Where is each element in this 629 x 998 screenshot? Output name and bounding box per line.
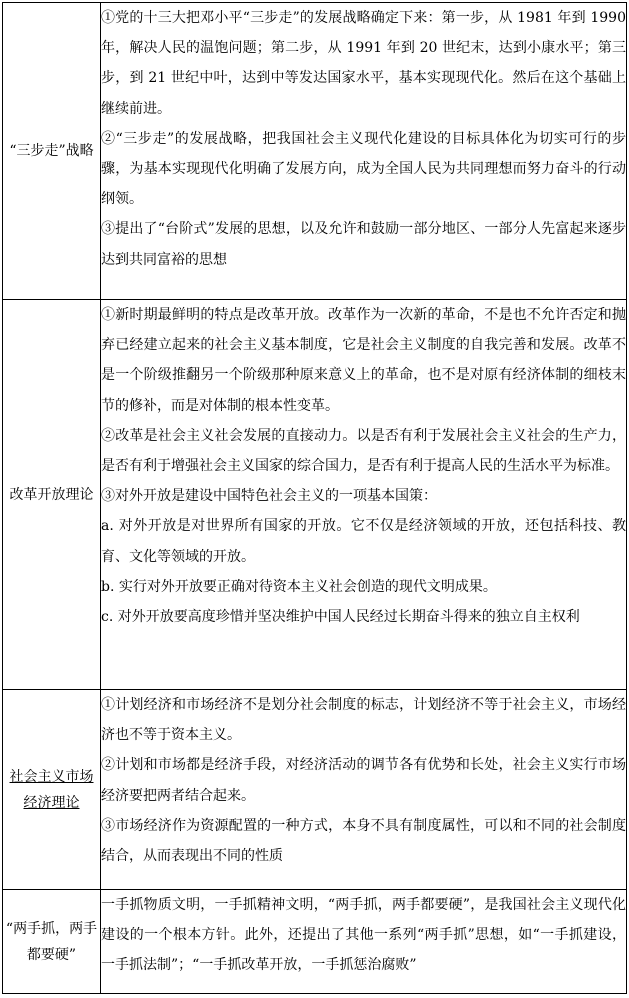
topic-label: “三步走”战略: [9, 143, 94, 159]
content-paragraph: ②计划和市场都是经济手段，对经济活动的调节各有优势和长处，社会主义实行市场经济要把两者结合起来。: [101, 757, 626, 804]
content-paragraph: ③提出了“台阶式”发展的思想，以及允许和鼓励一部分地区、一部分人先富起来逐步达到共同富裕的思想: [101, 221, 626, 268]
topic-label: “两手抓，两手都要硬”: [5, 920, 98, 963]
topic-cell: [3, 3, 101, 300]
content-paragraph: ②“三步走”的发展战略，把我国社会主义现代化建设的目标具体化为切实可行的步骤，为基本实现现代化明确了发展方向，成为全国人民为共同理想而努力奋斗的行动纲领。: [101, 130, 626, 208]
topic-cell: [3, 300, 101, 690]
content-paragraph: c. 对外开放要高度珍惜并坚决维护中国人民经过长期奋斗得来的独立自主权利: [101, 609, 580, 626]
topic-cell: [3, 890, 101, 994]
content-cell: [101, 890, 627, 994]
table-row: [3, 300, 627, 690]
content-paragraph: ③市场经济作为资源配置的一种方式，本身不具有制度属性，可以和不同的社会制度结合，从而表现出不同的性质: [101, 817, 626, 865]
topic-label: 社会主义市场经济理论: [9, 768, 94, 811]
table-row: [3, 690, 627, 890]
content-paragraph: ②改革是社会主义社会发展的直接动力。以是否有利于发展社会主义社会的生产力，是否有利于增强社会主义国家的综合国力，是否有利于提高人民的生活水平为标准。: [101, 427, 626, 475]
content-paragraph: b. 实行对外开放要正确对待资本主义社会创造的现代文明成果。: [101, 578, 497, 595]
content-table: [2, 2, 627, 994]
table-row: [3, 890, 627, 994]
content-paragraph: ①计划经济和市场经济不是划分社会制度的标志，计划经济不等于社会主义，市场经济也不等于资本主义。: [101, 697, 626, 744]
content-paragraph: 一手抓物质文明，一手抓精神文明，“两手抓，两手都要硬”，是我国社会主义现代化建设的一个根本方针。此外，还提出了其他一系列“两手抓”思想，如“一手抓建设，一手抓法制”；“一手抓改革开放，一手抓惩治腐败”: [101, 897, 626, 974]
content-cell: [101, 300, 627, 690]
content-cell: [101, 3, 627, 300]
topic-cell: [3, 690, 101, 890]
content-paragraph: a. 对外开放是对世界所有国家的开放。它不仅是经济领域的开放，还包括科技、教育、文化等领域的开放。: [101, 518, 626, 565]
content-paragraph: ③对外开放是建设中国特色社会主义的一项基本国策：: [101, 488, 437, 505]
content-paragraph: ①党的十三大把邓小平“三步走”的发展战略确定下来：第一步，从 1981 年到 1990 年，解决人民的温饱问题；第二步，从 1991 年到 20 世纪末，达到小康水平；第三步，到 21 世纪中叶，达到中等发达国家水平，基本实现现代化。然后在这个基础上继续前进。: [101, 10, 626, 117]
content-paragraph: ①新时期最鲜明的特点是改革开放。改革作为一次新的革命，不是也不允许否定和抛弃已经建立起来的社会主义基本制度，它是社会主义制度的自我完善和发展。改革不是一个阶级推翻另一个阶级那种原来意义上的革命，也不是对原有经济体制的细枝末节的修补，而是对体制的根本性变革。: [101, 307, 626, 414]
content-cell: [101, 690, 627, 890]
table-row: [3, 3, 627, 300]
topic-label: 改革开放理论: [9, 486, 94, 503]
